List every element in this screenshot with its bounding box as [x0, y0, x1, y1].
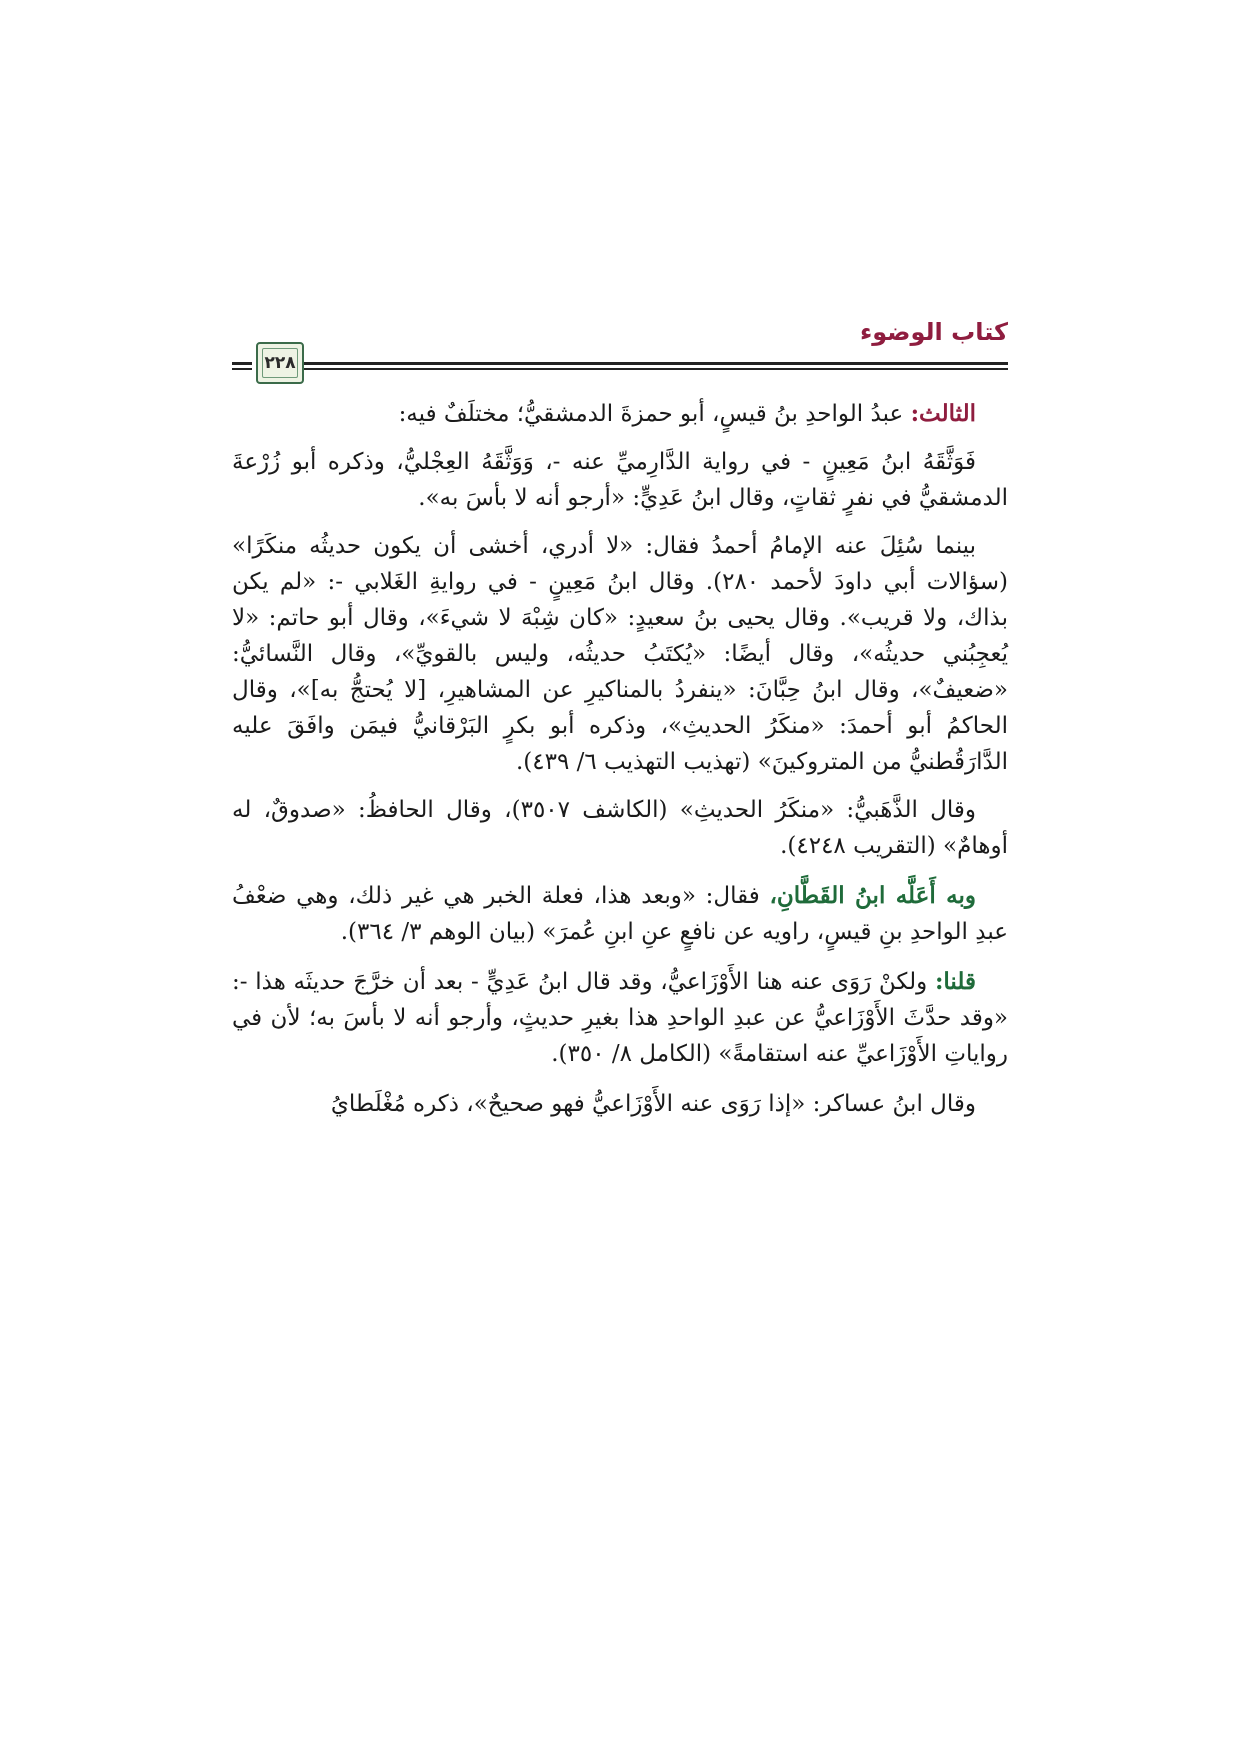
book-title: كتاب الوضوء [859, 318, 1008, 346]
paragraph-1 [232, 396, 1008, 432]
page-body [232, 396, 1008, 1134]
header-rule-left-thin [232, 368, 252, 370]
paragraph-lead: الثالث: [910, 400, 976, 427]
paragraph-3 [232, 528, 1008, 780]
paragraph-7 [232, 1086, 1008, 1122]
paragraph-4 [232, 792, 1008, 864]
paragraph-text: وقال ابنُ عساكر: «إذا رَوَى عنه الأَوْزَاعيُّ فهو صحيحٌ»، ذكره مُغْلَطايُ [330, 1091, 976, 1117]
paragraph-text: فقال: «وبعد هذا، فعلة الخبر هي غير ذلك، وهي ضعْفُ عبدِ الواحدِ بنِ قيسٍ، راويه عن نافعٍ عنِ ابنِ عُمرَ» (بيان الوهم ٣/ ٣٦٤). [232, 883, 1008, 945]
page-header [232, 318, 1008, 386]
paragraph-text: ولكنْ رَوَى عنه هنا الأَوْزَاعيُّ، وقد قال ابنُ عَدِيٍّ - بعد أن خرَّجَ حديثَه هذا -: «وقد حدَّثَ الأَوْزَاعيُّ عن عبدِ الواحدِ هذا بغيرِ حديثٍ، وأرجو أنه لا بأسَ به؛ لأن في رواياتِ الأَوْزَاعيِّ عنه استقامةً» (الكامل ٨/ ٣٥٠). [232, 969, 1008, 1067]
paragraph-text: وقال الذَّهَبيُّ: «منكَرُ الحديثِ» (الكاشف ٣٥٠٧)، وقال الحافظُ: «صدوقٌ، له أوهامٌ» (التقريب ٤٢٤٨). [232, 797, 1008, 859]
paragraph-lead: قلنا: [934, 968, 976, 995]
paragraph-lead: وبه أَعَلَّه ابنُ القَطَّانِ، [769, 882, 976, 909]
paragraph-text: بينما سُئِلَ عنه الإمامُ أحمدُ فقال: «لا أدري، أخشى أن يكون حديثُه منكَرًا» (سؤالات أبي داودَ لأحمد ٢٨٠). وقال ابنُ مَعِينٍ - في روايةِ الغَلابي -: «لم يكن بذاك، ولا قريب». وقال يحيى بنُ سعيدٍ: «كان شِبْهَ لا شيءَ»، وقال أبو حاتم: «لا يُعجِبُني حديثُه»، وقال أيضًا: «يُكتَبُ حديثُه، وليس بالقويِّ»، وقال النَّسائيُّ: «ضعيفٌ»، وقال ابنُ حِبَّانَ: «ينفردُ بالمناكيرِ عن المشاهيرِ، [لا يُحتجُّ به]»، وقال الحاكمُ أبو أحمدَ: «منكَرُ الحديثِ»، وذكره أبو بكرٍ البَرْقانيُّ فيمَن وافَقَ عليه الدَّارَقُطنيُّ من المتروكينَ» (تهذيب التهذيب ٦/ ٤٣٩). [232, 533, 1008, 775]
header-rule [292, 362, 1008, 365]
page-number: ٢٢٨ [264, 353, 296, 373]
paragraph-6 [232, 964, 1008, 1072]
header-rule-thin [292, 368, 1008, 370]
paragraph-text: عبدُ الواحدِ بنُ قيسٍ، أبو حمزةَ الدمشقيُّ؛ مختلَفٌ فيه: [398, 401, 911, 427]
paragraph-5 [232, 878, 1008, 950]
paragraph-2 [232, 444, 1008, 516]
header-rule-left [232, 362, 252, 365]
page-number-badge [256, 342, 304, 384]
paragraph-text: فَوَثَّقَهُ ابنُ مَعِينٍ - في رواية الدَّارِميِّ عنه -، وَوَثَّقَهُ العِجْليُّ، وذكره أبو زُرْعةَ الدمشقيُّ في نفرٍ ثقاتٍ، وقال ابنُ عَدِيٍّ: «أرجو أنه لا بأسَ به». [232, 449, 1008, 511]
